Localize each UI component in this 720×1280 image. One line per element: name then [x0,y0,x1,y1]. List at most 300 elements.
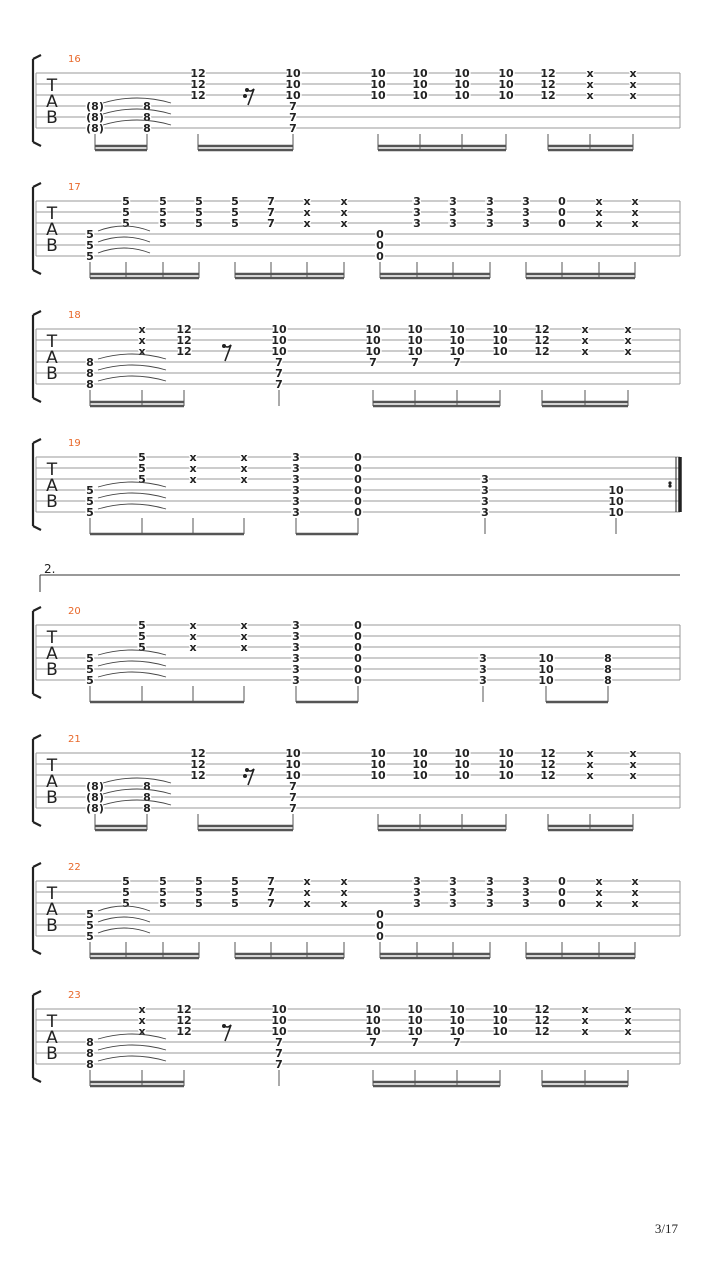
fret-number: 5 [231,206,239,219]
fret-number: x [340,217,348,230]
fret-number: 5 [122,217,130,230]
tie-arc [103,109,171,114]
fret-number: 10 [285,769,301,782]
fret-number: 8 [86,367,94,380]
fret-number: 5 [159,195,167,208]
tab-clef-letter: B [46,660,58,680]
fret-number: 5 [86,484,94,497]
fret-number: 3 [292,495,300,508]
fret-number: 7 [267,886,275,899]
page-number: 3/17 [654,1221,678,1236]
fret-number: 3 [486,886,494,899]
fret-number: 3 [413,206,421,219]
fret-number: 3 [449,897,457,910]
tab-clef-letter: A [46,644,58,664]
fret-number: 10 [608,484,624,497]
tab-system [33,182,680,278]
fret-number: 7 [289,780,297,793]
fret-number: 10 [370,67,386,80]
fret-number: 5 [138,630,146,643]
fret-number: 12 [190,769,206,782]
fret-number: (8) [86,100,104,113]
fret-number: 3 [413,886,421,899]
fret-number: (8) [86,111,104,124]
fret-number: 8 [143,122,151,135]
tab-clef-letter: A [46,476,58,496]
fret-number: 12 [534,323,550,336]
fret-number: (8) [86,122,104,135]
fret-number: x [581,1014,589,1027]
fret-number: 3 [522,206,530,219]
fret-number: 10 [412,747,428,760]
fret-number: 5 [86,228,94,241]
fret-number: x [629,78,637,91]
tie-arc [98,482,166,487]
tab-clef-letter: A [46,348,58,368]
measure-number: 20 [68,606,81,617]
rest-dot [245,768,249,772]
tab-clef-letter: T [46,204,58,224]
fret-number: 7 [289,100,297,113]
tab-clef-letter: T [46,884,58,904]
fret-number: 10 [285,758,301,771]
tab-clef-letter: B [46,236,58,256]
fret-number: 0 [354,473,362,486]
fret-number: x [624,345,632,358]
fret-number: 10 [285,78,301,91]
fret-number: 3 [449,195,457,208]
fret-number: 10 [449,1014,465,1027]
tab-clef-letter: T [46,76,58,96]
tie-arc [98,1034,166,1039]
fret-number: 10 [412,89,428,102]
fret-number: x [624,323,632,336]
fret-number: 10 [271,334,287,347]
fret-number: 3 [479,674,487,687]
fret-number: 3 [413,217,421,230]
fret-number: 8 [604,663,612,676]
fret-number: x [240,473,248,486]
tab-clef-letter: A [46,92,58,112]
fret-number: 3 [522,875,530,888]
fret-number: 0 [354,674,362,687]
fret-number: 12 [534,1003,550,1016]
fret-number: 10 [492,1025,508,1038]
fret-number: 3 [486,206,494,219]
fret-number: x [595,886,603,899]
fret-number: 3 [522,195,530,208]
tab-clef-letter: A [46,900,58,920]
fret-number: x [586,78,594,91]
fret-number: x [586,89,594,102]
tab-clef-letter: B [46,916,58,936]
fret-number: 0 [354,484,362,497]
fret-number: 12 [190,747,206,760]
fret-number: x [189,473,197,486]
fret-number: 3 [413,897,421,910]
fret-number: 7 [453,1036,461,1049]
fret-number: 10 [370,758,386,771]
fret-number: 3 [449,886,457,899]
fret-number: 12 [540,747,556,760]
fret-number: x [303,206,311,219]
fret-number: 10 [412,758,428,771]
fret-number: 10 [365,1014,381,1027]
fret-number: 7 [411,1036,419,1049]
fret-number: 5 [122,195,130,208]
fret-number: 7 [275,356,283,369]
fret-number: 5 [159,217,167,230]
fret-number: x [631,217,639,230]
fret-number: x [595,897,603,910]
tie-arc [98,672,166,677]
tab-clef-letter: T [46,756,58,776]
fret-number: 12 [534,334,550,347]
tab-clef-letter: T [46,628,58,648]
fret-number: 8 [86,1036,94,1049]
fret-number: 5 [86,663,94,676]
fret-number: x [303,897,311,910]
fret-number: 5 [86,674,94,687]
fret-number: 10 [498,747,514,760]
fret-number: 10 [538,663,554,676]
fret-number: 5 [159,886,167,899]
fret-number: x [303,886,311,899]
fret-number: x [631,875,639,888]
tab-clef-letter: A [46,772,58,792]
fret-number: 10 [538,652,554,665]
system-brace [33,863,41,954]
fret-number: 10 [271,1025,287,1038]
tie-arc [103,778,171,783]
fret-number: x [138,345,146,358]
fret-number: 3 [413,195,421,208]
fret-number: 10 [407,323,423,336]
fret-number: x [624,1003,632,1016]
tab-clef-letter: T [46,332,58,352]
system-brace [33,55,41,146]
tie-arc [98,917,150,922]
fret-number: 10 [370,747,386,760]
fret-number: 5 [231,217,239,230]
fret-number: 10 [492,323,508,336]
tab-clef-letter: A [46,220,58,240]
fret-number: 5 [195,875,203,888]
fret-number: 10 [412,769,428,782]
fret-number: 10 [271,323,287,336]
tab-system [33,562,680,702]
fret-number: 5 [86,250,94,263]
fret-number: 0 [376,228,384,241]
fret-number: 3 [486,897,494,910]
tie-arc [98,928,150,933]
fret-number: x [631,897,639,910]
tab-clef-letter: T [46,460,58,480]
fret-number: x [240,619,248,632]
fret-number: x [138,1025,146,1038]
fret-number: 5 [159,206,167,219]
fret-number: 8 [143,780,151,793]
fret-number: 5 [195,886,203,899]
fret-number: 12 [176,345,192,358]
fret-number: 8 [143,802,151,815]
rest-dot [245,88,249,92]
tab-clef-letter: T [46,1012,58,1032]
fret-number: (8) [86,802,104,815]
fret-number: 3 [481,473,489,486]
fret-number: 3 [292,462,300,475]
fret-number: 8 [604,652,612,665]
measure-number: 16 [68,54,81,65]
fret-number: 12 [540,769,556,782]
fret-number: 8 [86,356,94,369]
fret-number: 12 [190,67,206,80]
tie-arc [103,98,171,103]
fret-number: 0 [558,206,566,219]
fret-number: 3 [292,451,300,464]
tab-clef-letter: B [46,788,58,808]
fret-number: 5 [86,908,94,921]
fret-number: 0 [354,506,362,519]
tie-arc [98,1045,166,1050]
fret-number: 10 [407,1025,423,1038]
tab-clef-letter: B [46,364,58,384]
fret-number: x [595,217,603,230]
fret-number: 3 [481,506,489,519]
fret-number: x [240,630,248,643]
fret-number: 5 [122,886,130,899]
fret-number: 10 [498,78,514,91]
fret-number: 0 [354,451,362,464]
tie-arc [103,789,171,794]
fret-number: 3 [413,875,421,888]
fret-number: 10 [449,345,465,358]
system-brace [33,735,41,826]
tab-system [33,438,680,534]
fret-number: 7 [275,1047,283,1060]
fret-number: 10 [407,1003,423,1016]
fret-number: 0 [354,619,362,632]
fret-number: x [581,1025,589,1038]
fret-number: 10 [285,67,301,80]
tab-system [33,54,680,150]
fret-number: x [581,323,589,336]
fret-number: 5 [138,451,146,464]
fret-number: 7 [369,1036,377,1049]
fret-number: 10 [285,89,301,102]
tie-arc [98,237,150,242]
tab-clef-letter: B [46,1044,58,1064]
fret-number: 0 [376,919,384,932]
fret-number: x [189,641,197,654]
fret-number: 12 [176,1025,192,1038]
fret-number: 12 [540,758,556,771]
fret-number: x [581,1003,589,1016]
fret-number: 10 [492,1003,508,1016]
fret-number: x [631,195,639,208]
tab-clef-letter: B [46,492,58,512]
system-brace [33,439,41,530]
fret-number: 7 [453,356,461,369]
volta-label: 2. [44,562,56,576]
fret-number: 0 [354,495,362,508]
fret-number: 5 [138,619,146,632]
fret-number: 12 [190,89,206,102]
fret-number: 7 [289,802,297,815]
fret-number: 10 [449,323,465,336]
fret-number: x [631,206,639,219]
fret-number: 7 [275,367,283,380]
system-brace [33,311,41,402]
fret-number: x [138,334,146,347]
fret-number: x [340,875,348,888]
fret-number: 3 [292,473,300,486]
fret-number: 7 [267,217,275,230]
fret-number: x [629,758,637,771]
fret-number: x [586,769,594,782]
fret-number: 3 [479,663,487,676]
fret-number: 5 [86,495,94,508]
tie-arc [103,120,171,125]
fret-number: 0 [376,908,384,921]
fret-number: 3 [479,652,487,665]
fret-number: x [189,451,197,464]
fret-number: 3 [292,506,300,519]
fret-number: (8) [86,780,104,793]
fret-number: x [189,630,197,643]
fret-number: 5 [138,473,146,486]
fret-number: 3 [522,897,530,910]
system-brace [33,607,41,698]
repeat-dot [668,484,671,487]
fret-number: 0 [558,886,566,899]
fret-number: 10 [449,1003,465,1016]
fret-number: 10 [454,67,470,80]
fret-number: x [624,334,632,347]
fret-number: x [340,195,348,208]
fret-number: 10 [271,1003,287,1016]
fret-number: 12 [540,78,556,91]
system-brace [33,991,41,1082]
fret-number: 8 [604,674,612,687]
fret-number: 3 [292,663,300,676]
fret-number: 5 [195,897,203,910]
fret-number: 3 [292,641,300,654]
tie-arc [98,248,150,253]
fret-number: 7 [289,791,297,804]
fret-number: x [595,875,603,888]
tie-arc [98,493,166,498]
fret-number: 5 [86,506,94,519]
fret-number: 7 [267,897,275,910]
rest-dot [222,344,226,348]
fret-number: x [586,747,594,760]
measure-number: 21 [68,734,81,745]
system-brace [33,183,41,274]
rest-dot [222,1024,226,1028]
fret-number: 5 [138,641,146,654]
fret-number: 7 [275,378,283,391]
fret-number: x [138,1003,146,1016]
fret-number: x [303,875,311,888]
fret-number: 12 [190,78,206,91]
tie-arc [98,1056,166,1061]
tie-arc [98,661,166,666]
fret-number: 3 [522,217,530,230]
fret-number: 8 [143,791,151,804]
fret-number: 10 [454,758,470,771]
fret-number: 10 [365,323,381,336]
fret-number: x [595,195,603,208]
fret-number: 8 [143,100,151,113]
fret-number: 0 [558,217,566,230]
fret-number: 3 [292,652,300,665]
fret-number: 7 [267,206,275,219]
fret-number: x [581,345,589,358]
fret-number: 3 [449,206,457,219]
fret-number: 10 [492,334,508,347]
fret-number: 5 [159,875,167,888]
fret-number: 5 [195,217,203,230]
tie-arc [98,650,166,655]
fret-number: 5 [231,886,239,899]
fret-number: 5 [86,930,94,943]
fret-number: x [581,334,589,347]
fret-number: 3 [486,875,494,888]
fret-number: 5 [122,206,130,219]
fret-number: 0 [376,250,384,263]
fret-number: 3 [292,630,300,643]
tab-clef-letter: A [46,1028,58,1048]
fret-number: 10 [285,747,301,760]
fret-number: 10 [454,747,470,760]
fret-number: 10 [271,345,287,358]
repeat-dot [668,481,671,484]
fret-number: 10 [449,1025,465,1038]
fret-number: x [629,747,637,760]
fret-number: 5 [138,462,146,475]
fret-number: 12 [176,1003,192,1016]
fret-number: 10 [370,89,386,102]
fret-number: 0 [354,641,362,654]
fret-number: 7 [275,1058,283,1071]
fret-number: 7 [411,356,419,369]
tab-system [33,310,680,406]
fret-number: 10 [608,495,624,508]
fret-number: 10 [608,506,624,519]
fret-number: 5 [86,239,94,252]
fret-number: 12 [176,334,192,347]
fret-number: 0 [354,663,362,676]
tab-system [33,734,680,830]
fret-number: 8 [143,111,151,124]
fret-number: 3 [292,484,300,497]
fret-number: 12 [534,1025,550,1038]
fret-number: x [303,217,311,230]
fret-number: 5 [86,652,94,665]
fret-number: 10 [370,769,386,782]
fret-number: 5 [231,875,239,888]
fret-number: x [240,451,248,464]
fret-number: 5 [195,206,203,219]
fret-number: 5 [122,897,130,910]
fret-number: x [138,1014,146,1027]
fret-number: 10 [449,334,465,347]
fret-number: 5 [159,897,167,910]
tab-clef-letter: B [46,108,58,128]
fret-number: 5 [195,195,203,208]
fret-number: 5 [122,875,130,888]
